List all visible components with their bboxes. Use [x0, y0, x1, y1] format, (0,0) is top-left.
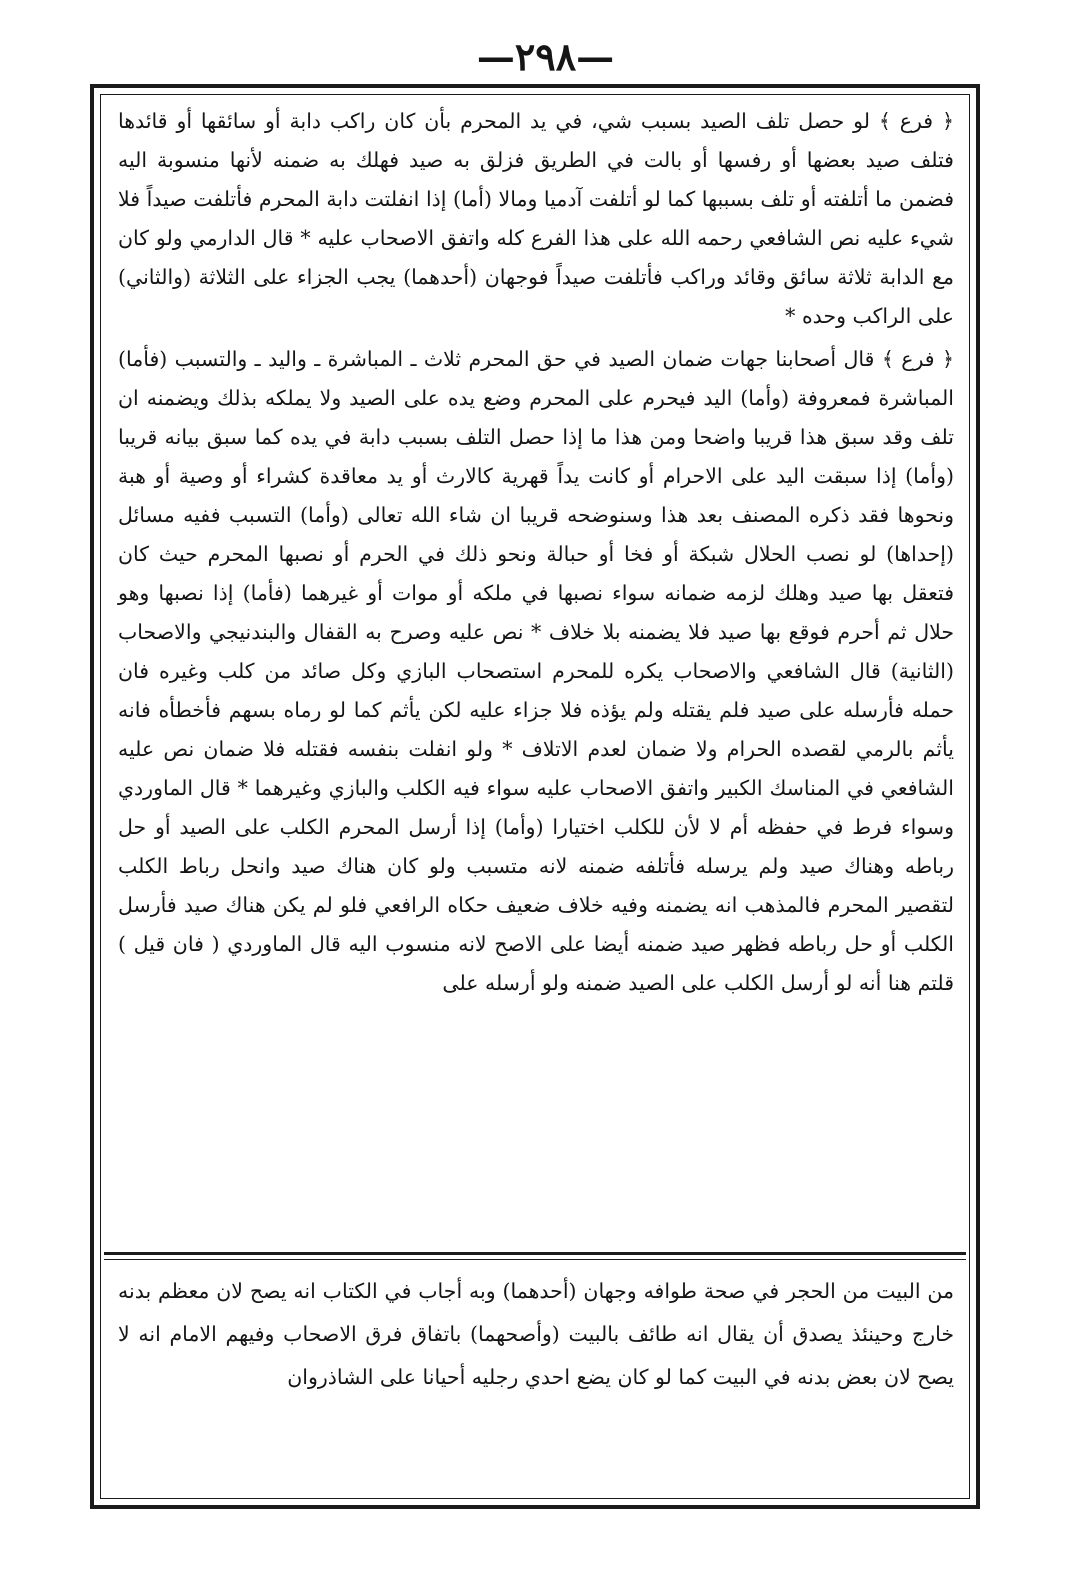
footnote-text: من البيت من الحجر في صحة طوافه وجهان (أحدهما) وبه أجاب في الكتاب انه يصح لان معظم بدنه خارج وحينئذ يصدق أن يقال انه طائف بالبيت (وأصحهما) باتفاق فرق الاصحاب وفيهم الامام انه لا يصح لان بعض بدنه في البيت كما لو كان يضع احدي رجليه أحيانا على الشاذروان — [118, 1279, 954, 1389]
page-frame — [90, 84, 980, 1509]
footnote-separator-thin — [104, 1259, 966, 1260]
footnote-separator — [104, 1252, 966, 1255]
footnote — [118, 1270, 954, 1399]
paragraph-branch-damage-by-animal: ﴿ فرع ﴾ لو حصل تلف الصيد بسبب شي، في يد المحرم بأن كان راكب دابة أو سائقها أو قائدها فتلف صيد بعضها أو رفسها أو بالت في الطريق فزلق به صيد فهلك به ضمنه لأنها منسوبة اليه فضمن ما أتلفته أو تلف بسببها كما لو أتلفت آدميا ومالا (أما) إذا انفلتت دابة المحرم فأتلفت صيداً فلا شيء عليه نص الشافعي رحمه الله على هذا الفرع كله واتفق الاصحاب عليه * قال الدارمي ولو كان مع الدابة ثلاثة سائق وقائد وراكب فأتلفت صيداً فوجهان (أحدهما) يجب الجزاء على الثلاثة (والثاني) على الراكب وحده * — [118, 109, 954, 328]
main-text-body — [118, 102, 954, 1003]
paragraph-branch-liability-types: ﴿ فرع ﴾ قال أصحابنا جهات ضمان الصيد في حق المحرم ثلاث ـ المباشرة ـ واليد ـ والتسبب (فأما) المباشرة فمعروفة (وأما) اليد فيحرم على المحرم وضع يده على الصيد ولا يملكه بذلك ويضمنه ان تلف وقد سبق هذا قريبا واضحا ومن هذا ما إذا حصل التلف بسبب دابة في يده كما سبق بيانه قريبا (وأما) إذا سبقت اليد على الاحرام أو كانت يداً قهرية كالارث أو يد معاقدة كشراء أو وصية أو هبة ونحوها فقد ذكره المصنف بعد هذا وسنوضحه قريبا ان شاء الله تعالى (وأما) التسبب ففيه مسائل (إحداها) لو نصب الحلال شبكة أو فخا أو حبالة ونحو ذلك في الحرم أو نصبها المحرم حيث كان فتعقل بها صيد وهلك لزمه ضمانه سواء نصبها في ملكه أو موات أو غيرهما (فأما) إذا نصبها وهو حلال ثم أحرم فوقع بها صيد فلا يضمنه بلا خلاف * نص عليه وصرح به القفال والبندنيجي والاصحاب (الثانية) قال الشافعي والاصحاب يكره للمحرم استصحاب البازي وكل صائد من كلب وغيره فان حمله فأرسله على صيد فلم يقتله ولم يؤذه فلا جزاء عليه لكن يأثم كما لو رماه بسهم فأخطأه فانه يأثم بالرمي لقصده الحرام ولا ضمان لعدم الاتلاف * ولو انفلت بنفسه فقتله فلا ضمان نص عليه الشافعي في المناسك الكبير واتفق الاصحاب عليه سواء فيه الكلب والبازي وغيرهما * قال الماوردي وسواء فرط في حفظه أم لا لأن للكلب اختيارا (وأما) إذا أرسل المحرم الكلب على الصيد أو حل رباطه وهناك صيد ولم يرسله فأتلفه ضمنه لانه متسبب ولو كان هناك صيد وانحل رباط الكلب لتقصير المحرم فالمذهب انه يضمنه وفيه خلاف ضعيف حكاه الرافعي فلو لم يكن هناك صيد فأرسل الكلب أو حل رباطه فظهر صيد ضمنه أيضا على الاصح لانه منسوب اليه قال الماوردي ( فان قيل ) قلتم هنا أنه لو أرسل الكلب على الصيد ضمنه ولو أرسله على — [118, 347, 954, 995]
page-number: —۲۹۸— — [476, 34, 615, 79]
